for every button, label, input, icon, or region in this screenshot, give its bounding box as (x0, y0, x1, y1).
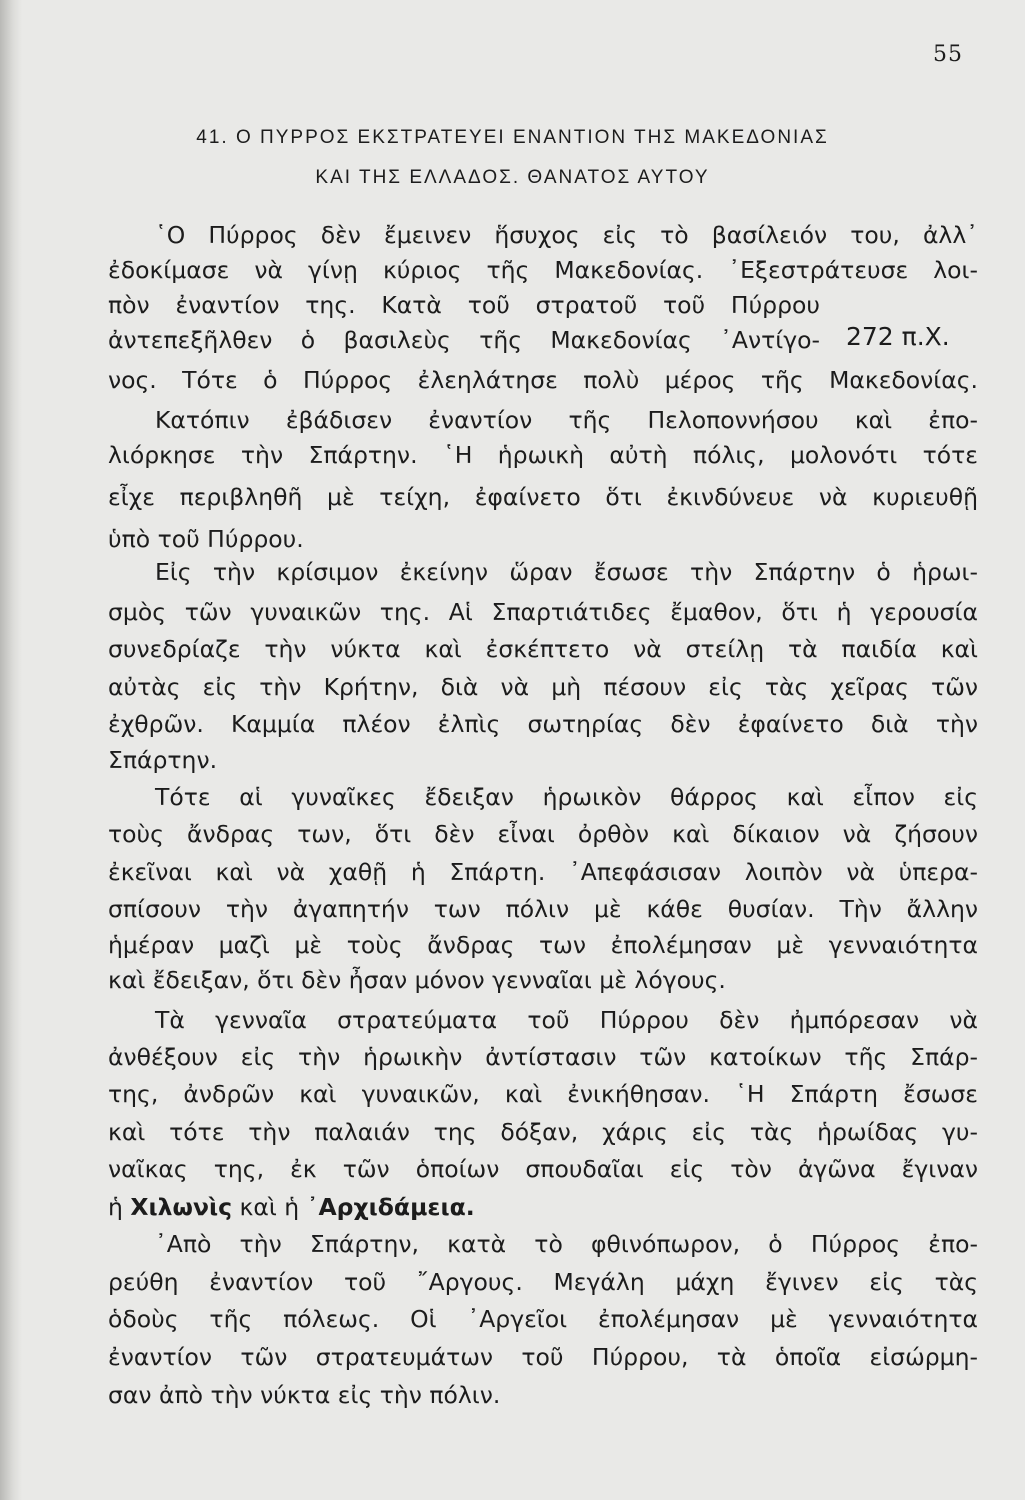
body-line: καὶ ἔδειξαν, ὅτι δὲν ἦσαν μόνον γενναῖαι μὲ λόγους. (108, 966, 726, 994)
body-line: ῾Ο Πύρρος δὲν ἔμεινεν ἥσυχος εἰς τὸ βασίλειόν του, ἀλλ᾽ (155, 221, 978, 249)
body-line: ὁδοὺς τῆς πόλεως. Οἱ ᾿Αργεῖοι ἐπολέμησαν μὲ γενναιότητα (108, 1305, 978, 1333)
body-line: ρεύθη ἐναντίον τοῦ ῎Αργους. Μεγάλη μάχη ἔγινεν εἰς τὰς (108, 1268, 978, 1296)
body-line: αὐτὰς εἰς τὴν Κρήτην, διὰ νὰ μὴ πέσουν εἰς τὰς χεῖρας τῶν (108, 673, 978, 701)
body-line: σμὸς τῶν γυναικῶν της. Αἱ Σπαρτιάτιδες ἔμαθον, ὅτι ἡ γερουσία (108, 598, 978, 626)
body-line: εἶχε περιβληθῆ μὲ τείχη, ἐφαίνετο ὅτι ἐκινδύνευε νὰ κυριευθῇ (108, 483, 978, 511)
body-line: ἀνθέξουν εἰς τὴν ἡρωικὴν ἀντίστασιν τῶν κατοίκων τῆς Σπάρ- (108, 1043, 978, 1071)
body-line: ἐναντίον τῶν στρατευμάτων τοῦ Πύρρου, τὰ ὁποῖα εἰσώρμη- (108, 1343, 978, 1371)
body-text: ἡ (108, 1193, 123, 1221)
body-line-names (108, 1190, 978, 1224)
margin-date-note: 272 π.Χ. (846, 322, 950, 351)
body-line: Τότε αἱ γυναῖκες ἔδειξαν ἡρωικὸν θάρρος καὶ εἶπον εἰς (155, 783, 978, 811)
body-line: Σπάρτην. (108, 746, 218, 774)
name-archidameia: ᾿Αρχιδάμεια. (306, 1193, 475, 1221)
body-line: ὑπὸ τοῦ Πύρρου. (108, 525, 304, 553)
body-line: σαν ἀπὸ τὴν νύκτα εἰς τὴν πόλιν. (108, 1381, 501, 1409)
chapter-title-line-2: ΚΑΙ ΤΗΣ ΕΛΛΑΔΟΣ. ΘΑΝΑΤΟΣ ΑΥΤΟΥ (315, 167, 710, 188)
body-line: λιόρκησε τὴν Σπάρτην. ῾Η ἡρωικὴ αὐτὴ πόλις, μολονότι τότε (108, 441, 978, 469)
body-line: ἡμέραν μαζὶ μὲ τοὺς ἄνδρας των ἐπολέμησαν μὲ γενναιότητα (108, 931, 978, 959)
body-line: ναῖκας της, ἐκ τῶν ὁποίων σπουδαῖαι εἰς τὸν ἀγῶνα ἔγιναν (108, 1155, 978, 1183)
body-line: πὸν ἐναντίον της. Κατὰ τοῦ στρατοῦ τοῦ Πύρρου (108, 291, 820, 319)
body-line: συνεδρίαζε τὴν νύκτα καὶ ἐσκέπτετο νὰ στείλῃ τὰ παιδία καὶ (108, 635, 978, 663)
body-line: Κατόπιν ἐβάδισεν ἐναντίον τῆς Πελοποννήσου καὶ ἐπο- (155, 406, 978, 434)
page-number: 55 (933, 42, 963, 67)
body-line: τοὺς ἄνδρας των, ὅτι δὲν εἶναι ὀρθὸν καὶ δίκαιον νὰ ζήσουν (108, 820, 978, 848)
name-chilonis: Χιλωνὶς (130, 1193, 233, 1221)
body-line: ἐχθρῶν. Καμμία πλέον ἐλπὶς σωτηρίας δὲν ἐφαίνετο διὰ τὴν (108, 710, 978, 738)
book-gutter-edge (0, 0, 22, 1500)
body-line: καὶ τότε τὴν παλαιάν της δόξαν, χάρις εἰς τὰς ἡρωίδας γυ- (108, 1118, 978, 1146)
body-line: νος. Τότε ὁ Πύρρος ἐλεηλάτησε πολὺ μέρος τῆς Μακεδονίας. (108, 366, 978, 394)
body-text: καὶ ἡ (239, 1193, 300, 1221)
body-line: ἐκεῖναι καὶ νὰ χαθῇ ἡ Σπάρτη. ᾿Απεφάσισαν λοιπὸν νὰ ὑπερα- (108, 858, 978, 886)
body-line: ἐδοκίμασε νὰ γίνῃ κύριος τῆς Μακεδονίας. ᾿Εξεστράτευσε λοι- (108, 256, 978, 284)
body-line: σπίσουν τὴν ἀγαπητήν των πόλιν μὲ κάθε θυσίαν. Τὴν ἄλλην (108, 895, 978, 923)
body-line: Εἰς τὴν κρίσιμον ἐκείνην ὥραν ἔσωσε τὴν Σπάρτην ὁ ἡρωι- (155, 558, 978, 586)
body-line: της, ἀνδρῶν καὶ γυναικῶν, καὶ ἐνικήθησαν. ῾Η Σπάρτη ἔσωσε (108, 1080, 978, 1108)
chapter-title-line-1: 41. Ο ΠΥΡΡΟΣ ΕΚΣΤΡΑΤΕΥΕΙ ΕΝΑΝΤΙΟΝ ΤΗΣ ΜΑΚΕΔΟΝΙΑΣ (196, 127, 829, 148)
body-line: ἀντεπεξῆλθεν ὁ βασιλεὺς τῆς Μακεδονίας ᾿Αντίγο- (108, 326, 820, 354)
body-line: ᾿Απὸ τὴν Σπάρτην, κατὰ τὸ φθινόπωρον, ὁ Πύρρος ἐπο- (155, 1230, 978, 1258)
body-line: Τὰ γενναῖα στρατεύματα τοῦ Πύρρου δὲν ἠμπόρεσαν νὰ (155, 1006, 978, 1034)
